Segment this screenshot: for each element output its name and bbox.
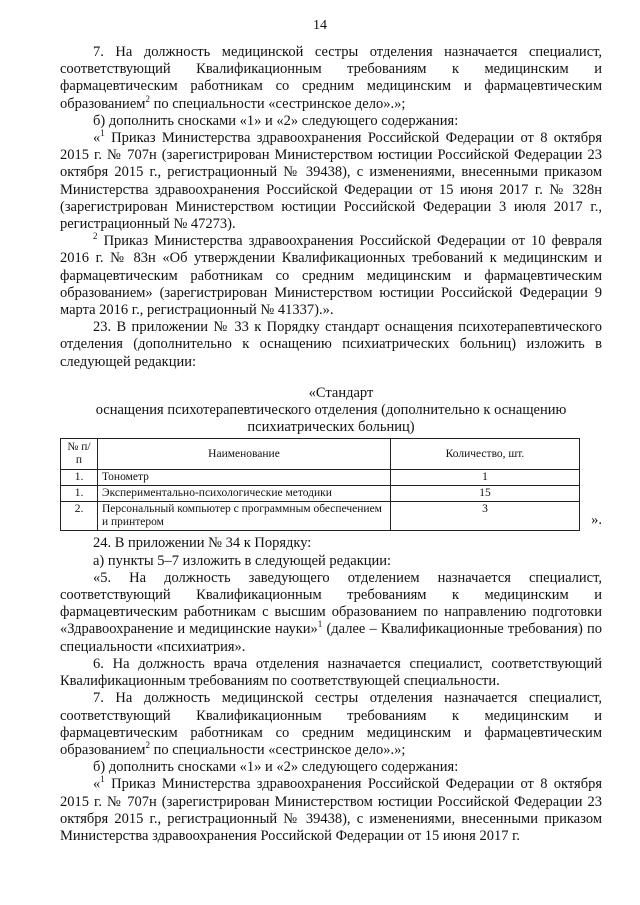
paragraph: 6. На должность врача отделения назначается специалист, соответствующий Квалификационным требованиям по соответствующей специальности. — [60, 655, 602, 690]
standard-title-line1: «Стандарт — [308, 384, 374, 401]
page-number: 14 — [313, 18, 327, 33]
table-row — [61, 502, 580, 531]
row-name: Экспериментально-психологические методики — [98, 486, 391, 502]
paragraph: 24. В приложении № 34 к Порядку: — [93, 535, 312, 552]
column-header-num: № п/п — [61, 439, 98, 470]
standard-title — [60, 385, 602, 437]
row-num: 2. — [61, 502, 98, 531]
document-body — [60, 44, 602, 845]
row-num: 1. — [61, 470, 98, 486]
table-row — [61, 470, 580, 486]
paragraph: «$^1$ Приказ Министерства здравоохранения Российской Федерации от 8 октября 2015 г. № 707н (зарегистрирован Министерством юстиции Российской Федерации 23 октября 2015 г., регистрационный № 39438), с изменениями, внесенными приказом Министерства здравоохранения Российской Федерации от 15 июня 2017 г. — [60, 774, 602, 844]
row-num: 1. — [61, 486, 98, 502]
table-row — [61, 486, 580, 502]
column-header-name: Наименование — [98, 439, 391, 470]
paragraph: 7. На должность медицинской сестры отделения назначается специалист, соответствующий Квалификационным требованиям к медицинским и фармацевтическим работникам со средним медицинским и фармацевтическим образованием$^2$ по специальности «сестринское дело».»; — [60, 44, 602, 112]
paragraph: «5. На должность заведующего отделением назначается специалист, соответствующий Квалификационным требованиям к медицинским и фармацевтическим работникам с высшим образованием по направлению подготовки «Здравоохранение и медицинские науки»$^1$ (далее – Квалификационные требования) по специальности «психиатрия». — [60, 569, 602, 655]
paragraphs-bottom — [60, 535, 602, 845]
paragraph: «$^1$ Приказ Министерства здравоохранения Российской Федерации от 8 октября 2015 г. № 707н (зарегистрирован Министерством юстиции Российской Федерации 23 октября 2015 г., регистрационный № 39438), с изменениями, внесенными приказом Министерства здравоохранения Российской Федерации от 15 июня 2017 г. № 328н (зарегистрирован Министерством юстиции Российской Федерации 3 июля 2017 г., регистрационный № 47273). — [60, 128, 602, 233]
paragraphs-top — [60, 44, 602, 371]
paragraph: а) пункты 5–7 изложить в следующей редакции: — [93, 552, 392, 569]
paragraph: б) дополнить сносками «1» и «2» следующего содержания: — [93, 759, 459, 776]
paragraph: 23. В приложении № 33 к Порядку стандарт оснащения психотерапевтического отделения (дополнительно к оснащению психиатрических больниц) изложить в следующей редакции: — [60, 319, 602, 370]
paragraph: $^2$ Приказ Министерства здравоохранения Российской Федерации от 10 февраля 2016 г. № 83н «Об утверждении Квалификационных требований к медицинским и фармацевтическим работникам со средним медицинским и фармацевтическим образованием» (зарегистрирован Министерством юстиции Российской Федерации 9 марта 2016 г., регистрационный № 41337).». — [60, 231, 602, 319]
row-qty: 15 — [391, 486, 580, 502]
paragraph: б) дополнить сносками «1» и «2» следующего содержания: — [93, 112, 459, 129]
row-name: Тонометр — [98, 470, 391, 486]
paragraph: 7. На должность медицинской сестры отделения назначается специалист, соответствующий Квалификационным требованиям к медицинским и фармацевтическим работникам со средним медицинским и фармацевтическим образованием$^2$ по специальности «сестринское дело».»; — [60, 690, 602, 758]
row-name: Персональный компьютер с программным обеспечением и принтером — [98, 502, 391, 531]
column-header-qty: Количество, шт. — [391, 439, 580, 470]
standard-closing-quote: ». — [591, 512, 602, 529]
table-header-row — [61, 439, 580, 470]
row-qty: 1 — [391, 470, 580, 486]
standard-title-line2: оснащения психотерапевтического отделения (дополнительно к оснащению психиатрических больниц) — [95, 402, 567, 436]
standard-table-wrap — [60, 438, 602, 531]
row-qty: 3 — [391, 502, 580, 531]
equipment-table — [60, 438, 580, 531]
